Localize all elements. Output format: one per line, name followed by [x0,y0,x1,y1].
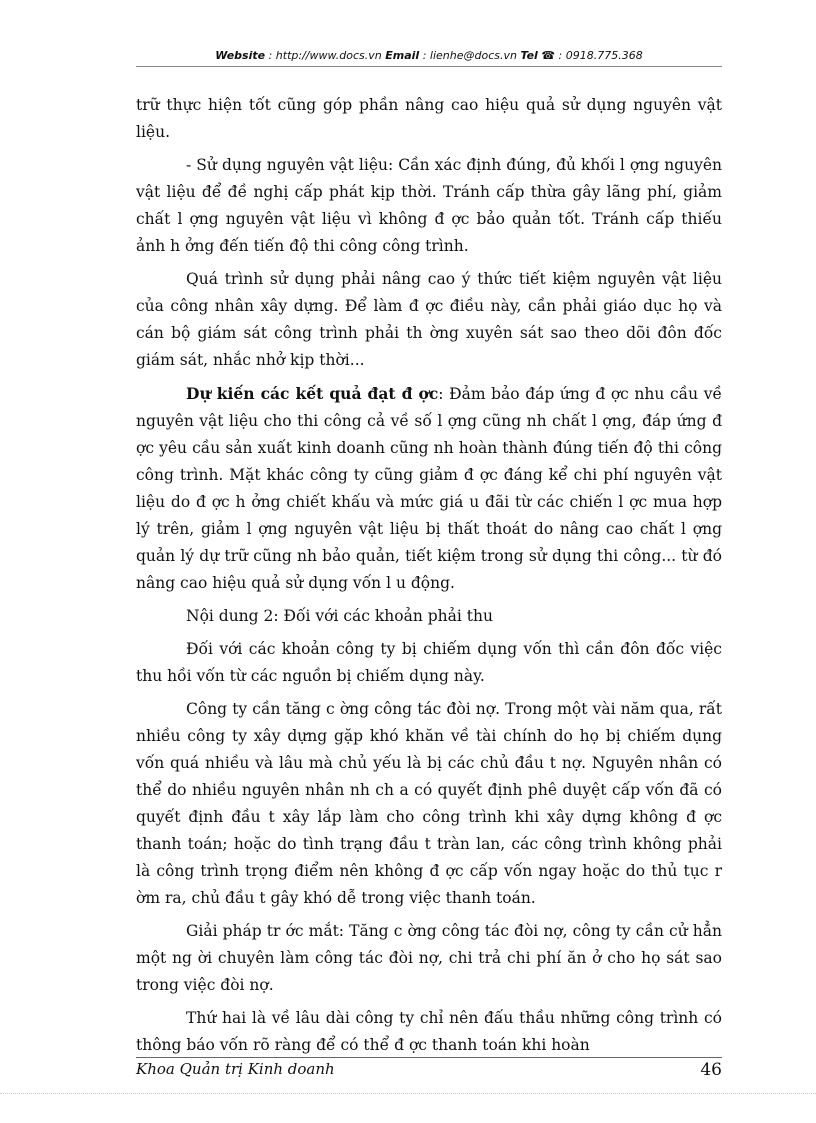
email-label: Email [385,49,420,62]
paragraph-long-term: Thứ hai là về lâu dài công ty chỉ nên đấu thầu những công trình có thông báo vốn rõ ràng để có thể đ ợc thanh toán khi hoàn [136,1009,722,1054]
footer-department: Khoa Quản trị Kinh doanh [136,1060,335,1078]
section-heading-receivables: Nội dung 2: Đối với các khoản phải thu [186,607,493,625]
paragraph-material-use: - Sử dụng nguyên vật liệu: Cần xác định đúng, đủ khối l ợng nguyên vật liệu để đề nghị cấp phát kịp thời. Tránh cấp thừa gây lãng phí, giảm chất l ợng nguyên vật liệu vì không đ ợc bảo quản tốt. Tránh cấp thiếu ảnh h ởng đến tiến độ thi công công trình. [136,156,722,255]
header-divider [136,66,722,67]
footer-divider [136,1057,722,1058]
website-label: Website [215,49,266,62]
paragraph-expected-results [136,380,722,597]
page-header [136,49,722,62]
page-edge [0,1093,816,1094]
tel-value: : 0918.775.368 [555,49,643,62]
document-body [136,92,722,1065]
paragraph-debt-collection: Công ty cần tăng c ờng công tác đòi nợ. Trong một vài năm qua, rất nhiều công ty xây dựng gặp khó khăn về tài chính do họ bị chiếm dụng vốn quá nhiều và lâu mà chủ yếu là bị các chủ đầu t nợ. Nguyên nhân có thể do nhiều nguyên nhân nh ch a có quyết định phê duyệt cấp vốn đã có quyết định đầu t xây lắp làm cho công trình khi xây dựng không đ ợc thanh toán; hoặc do tình trạng đầu t tràn lan, các công trình không phải là công trình trọng điểm nên không đ ợc cấp vốn ngay hoặc do thủ tục r ờm ra, chủ đầu t gây khó dễ trong việc thanh toán. [136,700,722,907]
expected-results-text: : Đảm bảo đáp ứng đ ợc nhu cầu về nguyên vật liệu cho thi công cả về số l ợng cũng nh chất l ợng, đáp ứng đ ợc yêu cầu sản xuất kinh doanh cũng nh hoàn thành đúng tiến độ thi công công trình. Mặt khác công ty cũng giảm đ ợc đáng kể chi phí nguyên vật liệu do đ ợc h ởng chiết khấu và mức giá u đãi từ các chiến l ợc mua hợp lý trên, giảm l ợng nguyên vật liệu bị thất thoát do nâng cao chất l ợng quản lý dự trữ cũng nh bảo quản, tiết kiệm trong sử dụng thi công... từ đó nâng cao hiệu quả sử dụng vốn l u động. [136,385,722,592]
paragraph-short-term-solution: Giải pháp tr ớc mắt: Tăng c ờng công tác đòi nợ, công ty cần cử hẳn một ng ời chuyên làm công tác đòi nợ, chi trả chi phí ăn ở cho họ sát sao trong việc đòi nợ. [136,922,722,994]
paragraph-receivables: Đối với các khoản công ty bị chiếm dụng vốn thì cần đôn đốc việc thu hồi vốn từ các nguồn bị chiếm dụng này. [136,640,722,685]
tel-label: Tel [520,49,538,62]
expected-results-label: Dự kiến các kết quả đạt đ ợc [186,384,439,403]
email-value: : lienhe@docs.vn [419,49,521,62]
phone-icon: ☎ [541,49,556,62]
paragraph-awareness: Quá trình sử dụng phải nâng cao ý thức tiết kiệm nguyên vật liệu của công nhân xây dựng. Để làm đ ợc điều này, cần phải giáo dục họ và cán bộ giám sát công trình phải th ờng xuyên sát sao theo dõi đôn đốc giám sát, nhắc nhở kịp thời... [136,270,722,369]
website-value: : http://www.docs.vn [265,49,386,62]
paragraph-continuation: trữ thực hiện tốt cũng góp phần nâng cao hiệu quả sử dụng nguyên vật liệu. [136,96,722,141]
page-number: 46 [700,1060,722,1080]
